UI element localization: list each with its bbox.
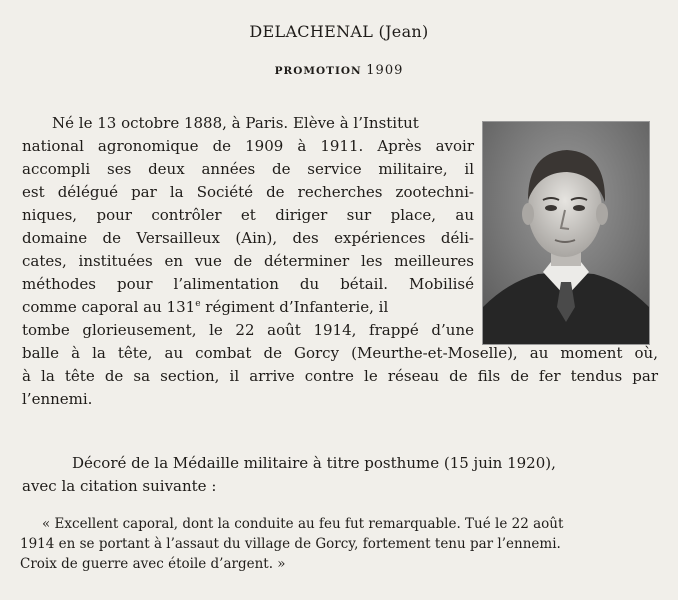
text-line: Né le 13 octobre 1888, à Paris. Elève à l’Institut — [52, 114, 419, 132]
text-line-part: comme caporal au 131 — [22, 298, 196, 316]
text-line-regiment — [22, 296, 658, 319]
text-line: national agronomique de 1909 à 1911. Après avoir — [22, 137, 474, 155]
text-line: méthodes pour l’alimentation du bétail. Mobilisé — [22, 275, 474, 293]
decoration-paragraph — [22, 452, 658, 498]
text-line: accompli ses deux années de service militaire, il — [22, 160, 474, 178]
text-line: 1914 en se portant à l’assaut du village de Gorcy, fortement tenu par l’ennemi. — [20, 536, 561, 552]
text-line: est délégué par la Société de recherches zootechni- — [22, 183, 474, 201]
text-line: tombe glorieusement, le 22 août 1914, frappé d’une — [22, 321, 474, 339]
text-line: domaine de Versailleux (Ain), des expériences déli- — [22, 229, 474, 247]
text-line: Croix de guerre avec étoile d’argent. » — [20, 556, 286, 572]
promotion-heading — [0, 63, 678, 78]
ordinal-superscript: e — [195, 299, 201, 309]
page-title: DELACHENAL (Jean) — [249, 22, 429, 41]
promotion-year: 1909 — [366, 63, 404, 78]
biography-paragraph — [22, 112, 658, 411]
text-line: « Excellent caporal, dont la conduite au feu fut remarquable. Tué le 22 août — [42, 516, 564, 532]
text-line: balle à la tête, au combat de Gorcy (Meurthe-et-Moselle), au moment où, — [22, 344, 658, 362]
text-line: à la tête de sa section, il arrive contre le réseau de fils de fer tendus par — [22, 367, 658, 385]
text-line: niques, pour contrôler et diriger sur place, au — [22, 206, 474, 224]
text-line: cates, instituées en vue de déterminer les meilleures — [22, 252, 474, 270]
text-line: l’ennemi. — [22, 390, 93, 408]
promotion-label: PROMOTION — [274, 65, 362, 77]
text-line: Décoré de la Médaille militaire à titre posthume (15 juin 1920), — [72, 454, 556, 472]
text-line-part: régiment d’Infanterie, il — [200, 298, 389, 316]
text-line: avec la citation suivante : — [22, 477, 217, 495]
citation-quote — [20, 514, 660, 574]
